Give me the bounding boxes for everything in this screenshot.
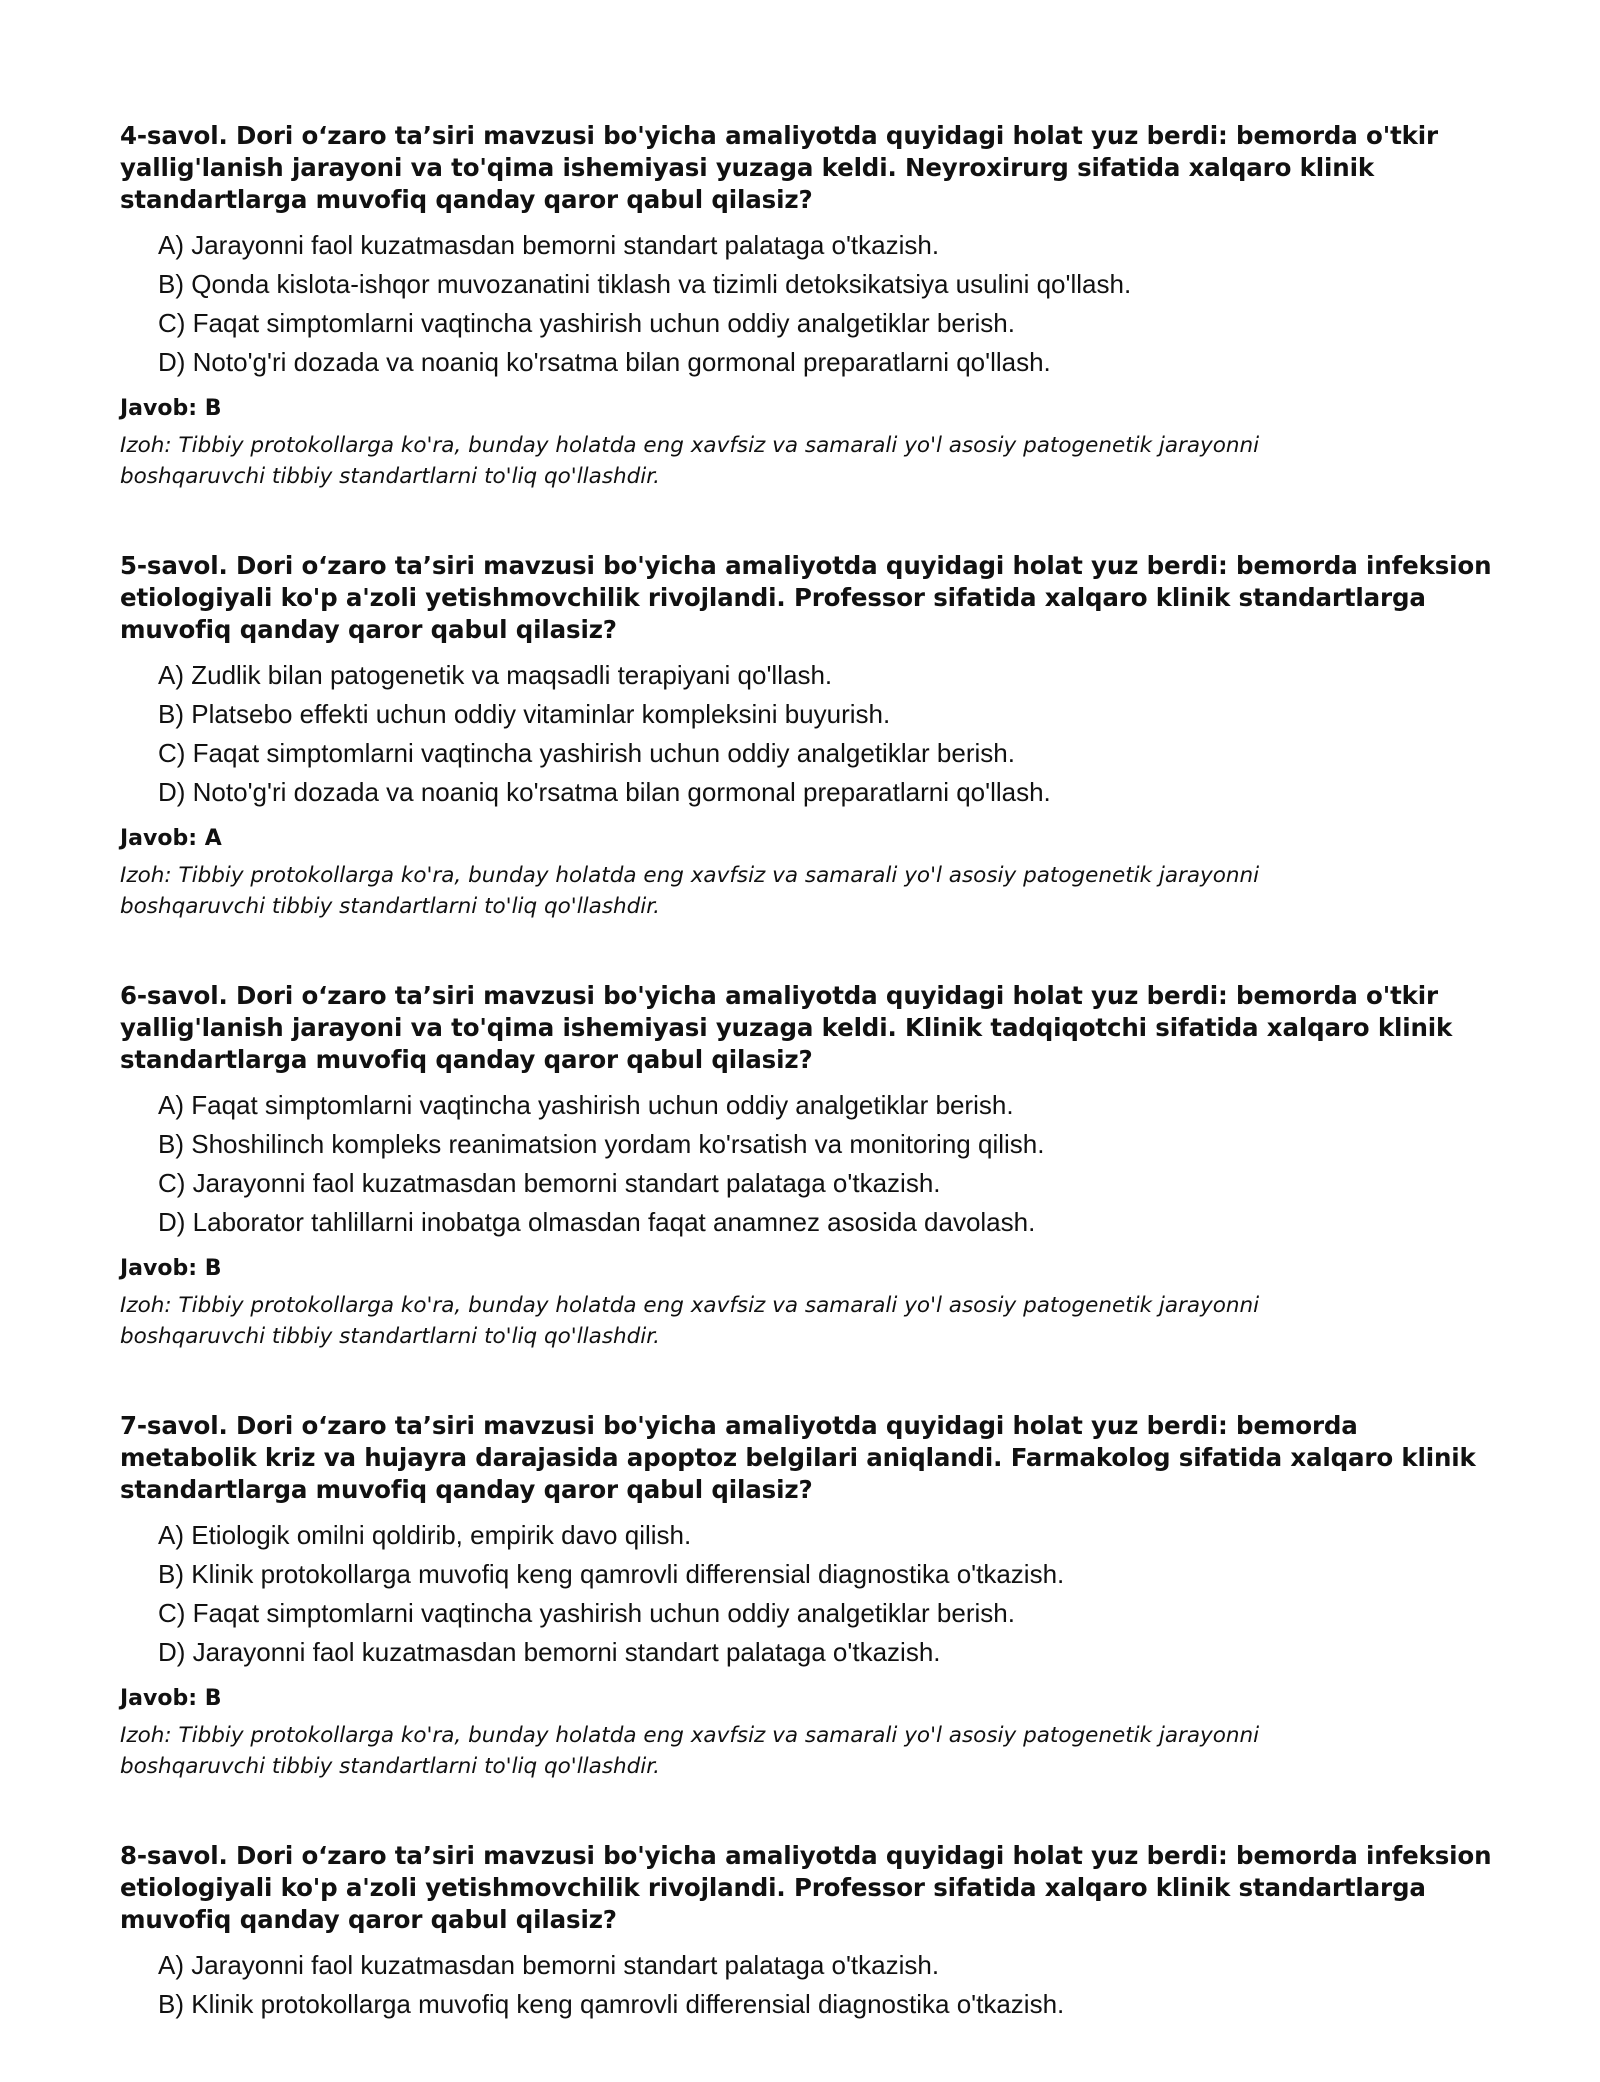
options-list [120,226,1500,382]
answer-label: Javob: B [120,396,222,421]
option-a: A) Zudlik bilan patogenetik va maqsadli terapiyani qo'llash. [158,660,833,690]
options-list [120,656,1500,812]
question-title: 4-savol. Dori o‘zaro ta’siri mavzusi bo'yicha amaliyotda quyidagi holat yuz berdi: bemorda o'tkir yallig'lanish jarayoni va to'qima ishemiyasi yuzaga keldi. Neyroxirurg sifatida xalqaro klinik standartlarga muvofiq qanday qaror qabul qilasiz? [120,121,1438,214]
option-d: D) Noto'g'ri dozada va noaniq ko'rsatma bilan gormonal preparatlarni qo'llash. [158,777,1051,807]
options-list [120,1946,1500,2024]
question-title: 7-savol. Dori o‘zaro ta’siri mavzusi bo'yicha amaliyotda quyidagi holat yuz berdi: bemorda metabolik kriz va hujayra darajasida apoptoz belgilari aniqlandi. Farmakolog sifatida xalqaro klinik standartlarga muvofiq qanday qaror qabul qilasiz? [120,1411,1476,1504]
option-b: B) Klinik protokollarga muvofiq keng qamrovli differensial diagnostika o'tkazish. [158,1989,1065,2019]
option-a: A) Faqat simptomlarni vaqtincha yashirish uchun oddiy analgetiklar berish. [158,1090,1014,1120]
option-b: B) Platsebo effekti uchun oddiy vitaminlar kompleksini buyurish. [158,699,891,729]
option-a: A) Jarayonni faol kuzatmasdan bemorni standart palataga o'tkazish. [158,1950,940,1980]
question-7 [120,1410,1500,1782]
question-8 [120,1840,1500,2024]
option-a: A) Jarayonni faol kuzatmasdan bemorni standart palataga o'tkazish. [158,230,940,260]
option-b: B) Shoshilinch kompleks reanimatsion yordam ko'rsatish va monitoring qilish. [158,1129,1045,1159]
explanation-note: Izoh: Tibbiy protokollarga ko'ra, bunday holatda eng xavfsiz va samarali yo'l asosiy patogenetik jarayonni boshqaruvchi tibbiy standartlarni to'liq qo'llashdir. [120,1293,1260,1349]
option-d: D) Laborator tahlillarni inobatga olmasdan faqat anamnez asosida davolash. [158,1207,1036,1237]
question-4 [120,120,1500,492]
answer-label: Javob: B [120,1686,222,1711]
question-title: 5-savol. Dori o‘zaro ta’siri mavzusi bo'yicha amaliyotda quyidagi holat yuz berdi: bemorda infeksion etiologiyali ko'p a'zoli yetishmovchilik rivojlandi. Professor sifatida xalqaro klinik standartlarga muvofiq qanday qaror qabul qilasiz? [120,551,1492,644]
option-d: D) Noto'g'ri dozada va noaniq ko'rsatma bilan gormonal preparatlarni qo'llash. [158,347,1051,377]
option-c: C) Faqat simptomlarni vaqtincha yashirish uchun oddiy analgetiklar berish. [158,1598,1015,1628]
answer-label: Javob: B [120,1256,222,1281]
options-list [120,1086,1500,1242]
option-c: C) Faqat simptomlarni vaqtincha yashirish uchun oddiy analgetiklar berish. [158,308,1015,338]
option-b: B) Qonda kislota-ishqor muvozanatini tiklash va tizimli detoksikatsiya usulini qo'llash. [158,269,1132,299]
question-6 [120,980,1500,1352]
explanation-note: Izoh: Tibbiy protokollarga ko'ra, bunday holatda eng xavfsiz va samarali yo'l asosiy patogenetik jarayonni boshqaruvchi tibbiy standartlarni to'liq qo'llashdir. [120,433,1260,489]
option-c: C) Faqat simptomlarni vaqtincha yashirish uchun oddiy analgetiklar berish. [158,738,1015,768]
options-list [120,1516,1500,1672]
question-title: 6-savol. Dori o‘zaro ta’siri mavzusi bo'yicha amaliyotda quyidagi holat yuz berdi: bemorda o'tkir yallig'lanish jarayoni va to'qima ishemiyasi yuzaga keldi. Klinik tadqiqotchi sifatida xalqaro klinik standartlarga muvofiq qanday qaror qabul qilasiz? [120,981,1453,1074]
question-5 [120,550,1500,922]
answer-label: Javob: A [120,826,222,851]
document-page [120,120,1500,2082]
question-title: 8-savol. Dori o‘zaro ta’siri mavzusi bo'yicha amaliyotda quyidagi holat yuz berdi: bemorda infeksion etiologiyali ko'p a'zoli yetishmovchilik rivojlandi. Professor sifatida xalqaro klinik standartlarga muvofiq qanday qaror qabul qilasiz? [120,1841,1492,1934]
option-d: D) Jarayonni faol kuzatmasdan bemorni standart palataga o'tkazish. [158,1637,941,1667]
explanation-note: Izoh: Tibbiy protokollarga ko'ra, bunday holatda eng xavfsiz va samarali yo'l asosiy patogenetik jarayonni boshqaruvchi tibbiy standartlarni to'liq qo'llashdir. [120,1723,1260,1779]
option-a: A) Etiologik omilni qoldirib, empirik davo qilish. [158,1520,692,1550]
option-b: B) Klinik protokollarga muvofiq keng qamrovli differensial diagnostika o'tkazish. [158,1559,1065,1589]
explanation-note: Izoh: Tibbiy protokollarga ko'ra, bunday holatda eng xavfsiz va samarali yo'l asosiy patogenetik jarayonni boshqaruvchi tibbiy standartlarni to'liq qo'llashdir. [120,863,1260,919]
option-c: C) Jarayonni faol kuzatmasdan bemorni standart palataga o'tkazish. [158,1168,941,1198]
